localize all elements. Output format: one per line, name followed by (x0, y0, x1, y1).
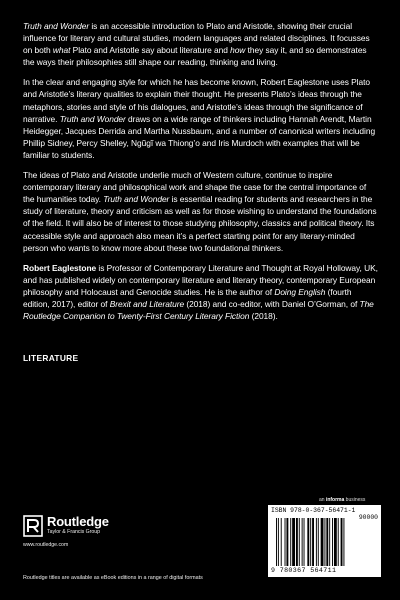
publisher-name: Routledge (47, 514, 109, 529)
subject-category: LITERATURE (23, 353, 79, 363)
barcode-icon (274, 518, 374, 566)
publisher-website: www.routledge.com (23, 542, 69, 548)
author-name: Robert Eaglestone (23, 262, 97, 273)
publisher-logo-block (23, 515, 153, 547)
informa-business-label: an informa business (319, 497, 366, 503)
routledge-logo-icon (23, 515, 43, 537)
blurb-paragraph-3: The ideas of Plato and Aristotle underlie much of Western culture, continue to inspire contemporary literary and philosophical work and shape the case for the central importance of the humanities today. Truth and Wonder is essential reading for students and researchers in the study of literature, theory and criticism as well as for those wishing to understand the foundations of the field. It will also be of interest to those studying philosophy, classics and political theory. Its accessible style and approach also mean it’s a perfect starting point for any literary-minded person who wants to know more about these two foundational thinkers. (23, 170, 377, 253)
barcode-panel (268, 505, 381, 577)
ebook-note: Routledge titles are available as eBook editions in a range of digital formats (23, 575, 203, 581)
blurb-paragraph-2: In the clear and engaging style for which he has become known, Robert Eaglestone uses Plato and Aristotle’s literary qualities to explain their thought. He presents Plato’s ideas through the metaphors, stories and style of his dialogues, and Aristotle’s ideas through the significance of narrative. Truth and Wonder draws on a wide range of thinkers including Hannah Arendt, Martin Heidegger, Jacques Derrida and Martha Nussbaum, and a number of canonical writers including Phillip Sidney, Percy Shelley, Ngũgĩ wa Thiong’o and Iris Murdoch with examples that will be familiar to students. (23, 77, 376, 160)
author-bio: Robert Eaglestone is Professor of Contemporary Literature and Thought at Royal Holloway, UK, and has published widely on contemporary literature and literary theory, contemporary European philosophy and Holocaust and Genocide studies. He is the author of Doing English (fourth edition, 2017), editor of Brexit and Literature (2018) and co-editor, with Daniel O’Gorman, of The Routledge Companion to Twenty-First Century Literary Fiction (2018). (23, 262, 378, 322)
back-cover-blurb (23, 20, 379, 331)
blurb-paragraph-1: Truth and Wonder is an accessible introduction to Plato and Aristotle, showing their crucial influence for literary and cultural studies, modern languages and related disciplines. It focusses on both what Plato and Aristotle say about literature and how they say it, and so demonstrates the ways their philosophies still shape our reading, thinking and living. (23, 21, 370, 68)
ean-number: 9 780367 564711 (271, 567, 337, 574)
publisher-group: Taylor & Francis Group (47, 529, 101, 535)
book-title-italic: Truth and Wonder (23, 21, 90, 31)
isbn-label: ISBN 978-0-367-56471-1 (271, 507, 356, 514)
price-code: 90000 (358, 514, 378, 521)
